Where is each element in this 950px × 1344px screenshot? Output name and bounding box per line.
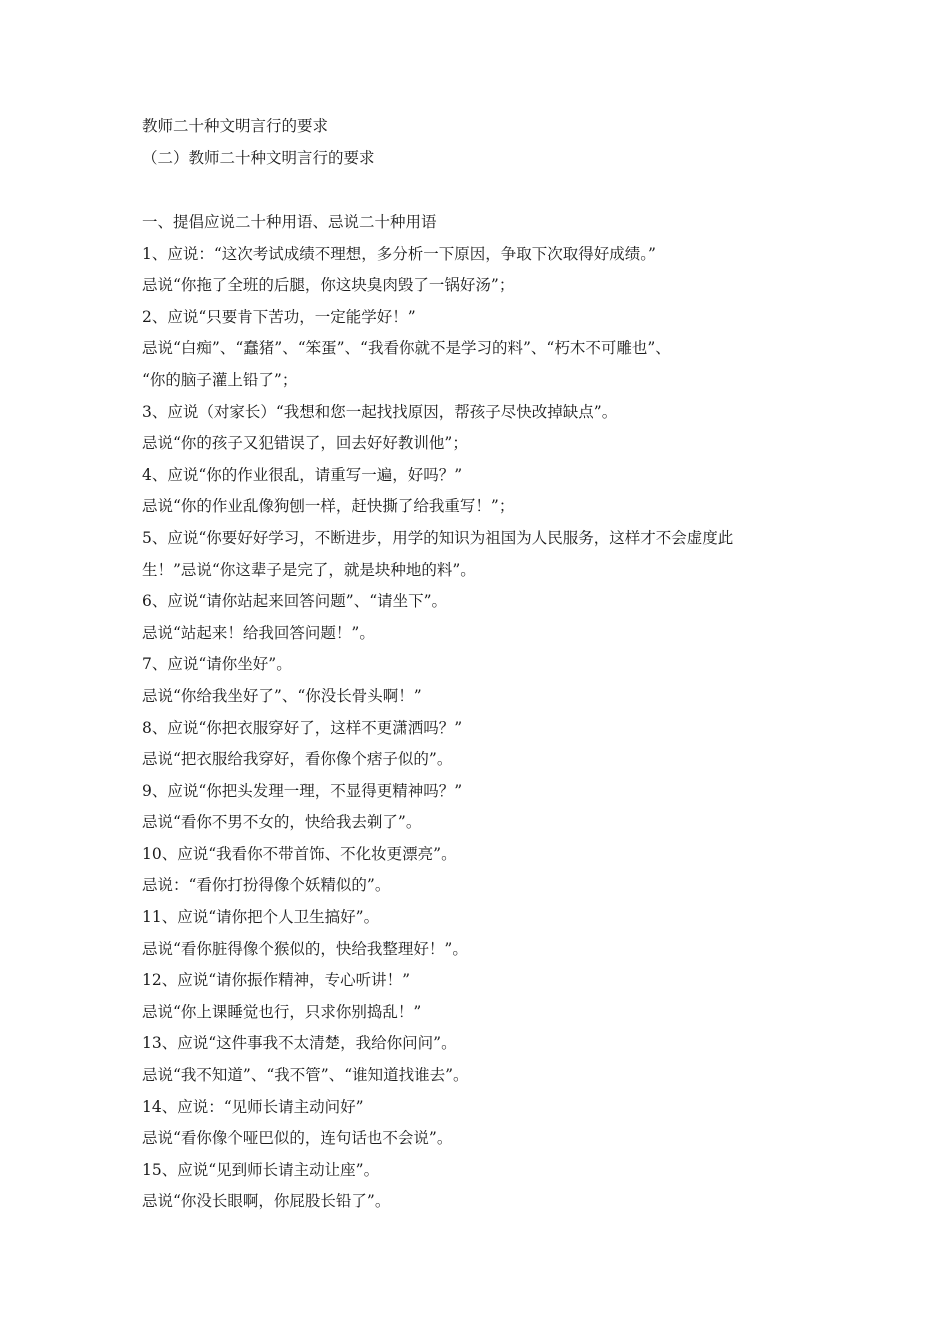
- text-line: 8、应说“你把衣服穿好了，这样不更潇洒吗？”: [142, 718, 463, 737]
- text-line: 3、应说（对家长）“我想和您一起找找原因，帮孩子尽快改掉缺点”。: [142, 402, 618, 421]
- text-line: 11、应说“请你把个人卫生搞好”。: [142, 908, 380, 927]
- text-line: 忌说“你拖了全班的后腿，你这块臭肉毁了一锅好汤”；: [142, 276, 515, 295]
- text-line: 忌说“你的孩子又犯错误了，回去好好教训他”；: [142, 434, 468, 453]
- text-line: 忌说“你没长眼啊，你屁股长铅了”。: [142, 1192, 391, 1211]
- text-line: 忌说“把衣服给我穿好，看你像个痞子似的”。: [142, 750, 453, 769]
- text-line: 忌说“白痴”、“蠢猪”、“笨蛋”、“我看你就不是学习的料”、“朽木不可雕也”、: [142, 339, 671, 358]
- text-line: 12、应说“请你振作精神，专心听讲！”: [142, 971, 411, 990]
- text-line: 一、提倡应说二十种用语、忌说二十种用语: [142, 213, 437, 231]
- text-line: 9、应说“你把头发理一理，不显得更精神吗？”: [142, 781, 463, 800]
- text-line: 2、应说“只要肯下苦功，一定能学好！”: [142, 307, 416, 326]
- text-line: 忌说“看你像个哑巴似的，连句话也不会说”。: [142, 1129, 453, 1148]
- text-line: 14、应说：“见师长请主动问好”: [142, 1097, 364, 1116]
- text-line: 忌说“我不知道”、“我不管”、“谁知道找谁去”。: [142, 1066, 469, 1085]
- text-line: “你的脑子灌上铅了”；: [142, 370, 298, 389]
- text-line: 6、应说“请你站起来回答问题”、“请坐下”。: [142, 592, 448, 611]
- text-line: 忌说“你给我坐好了”、“你没长骨头啊！”: [142, 686, 422, 705]
- text-line: 忌说“站起来！给我回答问题！”。: [142, 623, 375, 642]
- text-line: 忌说：“看你打扮得像个妖精似的”。: [142, 876, 391, 895]
- text-line: 7、应说“请你坐好”。: [142, 655, 292, 674]
- text-line: 忌说“看你不男不女的，快给我去剃了”。: [142, 813, 422, 832]
- text-line: 忌说“你上课睡觉也行，只求你别捣乱！”: [142, 1002, 422, 1021]
- text-line: 4、应说“你的作业很乱，请重写一遍，好吗？”: [142, 465, 463, 484]
- text-line: 5、应说“你要好好学习，不断进步，用学的知识为祖国为人民服务，这样才不会虚度此: [142, 528, 734, 547]
- text-line: 忌说“看你脏得像个猴似的，快给我整理好！”。: [142, 939, 468, 958]
- document-subtitle: （二）教师二十种文明言行的要求: [142, 149, 375, 167]
- text-line: 忌说“你的作业乱像狗刨一样，赶快撕了给我重写！”；: [142, 497, 515, 516]
- text-line: 1、应说：“这次考试成绩不理想，多分析一下原因，争取下次取得好成绩。”: [142, 244, 656, 263]
- text-line: 10、应说“我看你不带首饰、不化妆更漂亮”。: [142, 844, 457, 863]
- text-line: 13、应说“这件事我不太清楚，我给你问问”。: [142, 1034, 457, 1053]
- document-title: 教师二十种文明言行的要求: [142, 117, 329, 135]
- document-body: [142, 212, 822, 1223]
- text-line: 15、应说“见到师长请主动让座”。: [142, 1160, 380, 1179]
- text-line: 生！”忌说“你这辈子是完了，就是块种地的料”。: [142, 560, 476, 579]
